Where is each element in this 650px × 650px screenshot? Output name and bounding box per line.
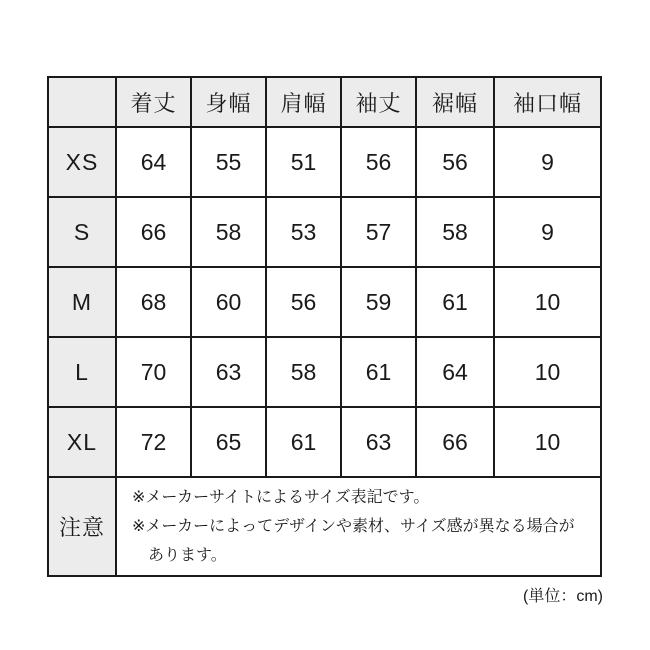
cell-xl-cuff-width: 10 [494, 407, 601, 477]
cell-xl-body-width: 65 [191, 407, 266, 477]
row-header-m: M [48, 267, 116, 337]
cell-xl-hem-width: 66 [416, 407, 494, 477]
note-line-3: あります。 [148, 547, 227, 564]
cell-l-shoulder-width: 58 [266, 337, 341, 407]
unit-label: (単位：cm) [523, 588, 603, 605]
cell-l-sleeve-length: 61 [341, 337, 416, 407]
table-header-row [48, 77, 601, 127]
cell-xs-hem-width: 56 [416, 127, 494, 197]
table-row-xl [48, 407, 601, 477]
cell-l-length: 70 [116, 337, 191, 407]
cell-l-hem-width: 64 [416, 337, 494, 407]
cell-s-length: 66 [116, 197, 191, 267]
col-header-cuff-width: 袖口幅 [494, 77, 601, 127]
cell-m-hem-width: 61 [416, 267, 494, 337]
col-header-hem-width: 裾幅 [416, 77, 494, 127]
cell-m-sleeve-length: 59 [341, 267, 416, 337]
table-row-m [48, 267, 601, 337]
cell-m-cuff-width: 10 [494, 267, 601, 337]
cell-xl-shoulder-width: 61 [266, 407, 341, 477]
cell-s-cuff-width: 9 [494, 197, 601, 267]
cell-m-length: 68 [116, 267, 191, 337]
cell-m-shoulder-width: 56 [266, 267, 341, 337]
cell-s-sleeve-length: 57 [341, 197, 416, 267]
cell-s-body-width: 58 [191, 197, 266, 267]
cell-xs-body-width: 55 [191, 127, 266, 197]
note-cell [116, 477, 601, 576]
cell-xl-length: 72 [116, 407, 191, 477]
table-row-l [48, 337, 601, 407]
cell-l-body-width: 63 [191, 337, 266, 407]
cell-xs-length: 64 [116, 127, 191, 197]
size-table [47, 76, 602, 577]
cell-s-hem-width: 58 [416, 197, 494, 267]
table-row-s [48, 197, 601, 267]
table-row-note [48, 477, 601, 576]
row-header-xl: XL [48, 407, 116, 477]
cell-xs-cuff-width: 9 [494, 127, 601, 197]
row-header-xs: XS [48, 127, 116, 197]
note-line-2: ※メーカーによってデザインや素材、サイズ感が異なる場合が [132, 518, 575, 535]
cell-s-shoulder-width: 53 [266, 197, 341, 267]
note-line-1: ※メーカーサイトによるサイズ表記です。 [132, 489, 430, 506]
cell-xs-shoulder-width: 51 [266, 127, 341, 197]
row-header-s: S [48, 197, 116, 267]
cell-xl-sleeve-length: 63 [341, 407, 416, 477]
corner-cell [48, 77, 116, 127]
row-header-l: L [48, 337, 116, 407]
col-header-shoulder-width: 肩幅 [266, 77, 341, 127]
cell-xs-sleeve-length: 56 [341, 127, 416, 197]
cell-l-cuff-width: 10 [494, 337, 601, 407]
note-row-header: 注意 [48, 477, 116, 576]
col-header-length: 着丈 [116, 77, 191, 127]
table-row-xs [48, 127, 601, 197]
cell-m-body-width: 60 [191, 267, 266, 337]
col-header-sleeve-length: 袖丈 [341, 77, 416, 127]
col-header-body-width: 身幅 [191, 77, 266, 127]
